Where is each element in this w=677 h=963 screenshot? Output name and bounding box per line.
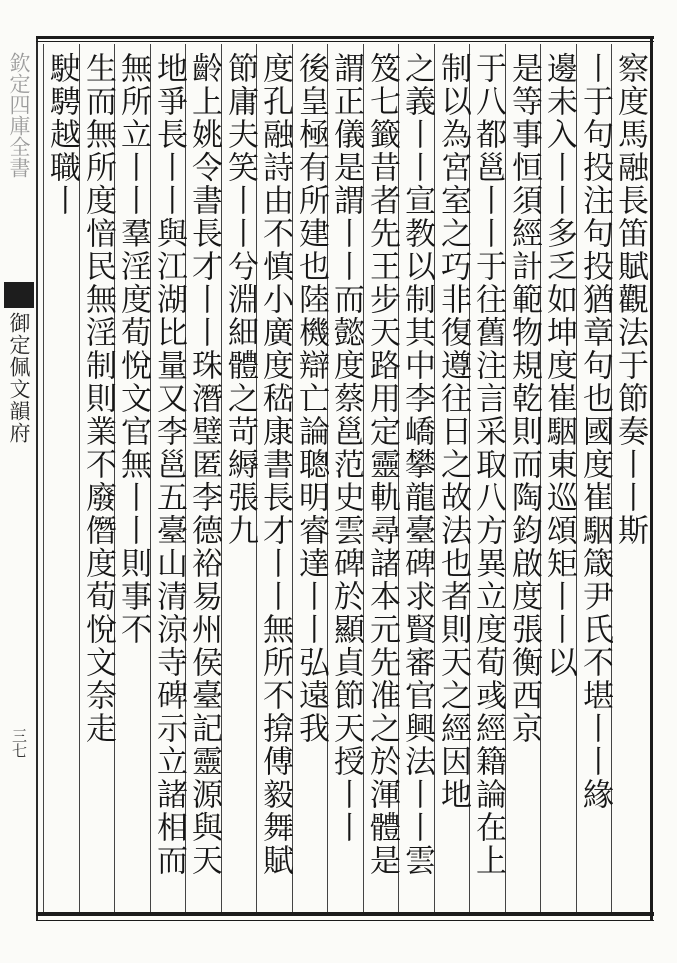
text-column: 生而無所度愔民無淫制則業不廢僭度荀悅文奈走	[80, 52, 116, 745]
page-number: 三七	[10, 728, 28, 758]
left-border-line	[36, 36, 38, 921]
text-column: 節庸夫笑丨丨兮淵細體之苛縟張九	[222, 52, 258, 547]
margin-fish-tail-mark	[4, 282, 34, 308]
text-column: 之義丨丨宣教以制其中李嶠攀龍臺碑求賢審官興法丨丨雲	[399, 52, 435, 877]
top-border-inner	[36, 41, 654, 42]
text-column: 是等事恒須經計範物規乾則而陶鈞啟度張衡西京	[506, 52, 542, 745]
margin-faded-title: 欽定四庫全書	[7, 52, 31, 178]
text-column: 于八都邕丨丨于往舊注言采取八方異立度荀彧經籍論在上	[470, 52, 506, 877]
bottom-border-inner	[36, 920, 654, 921]
column-divider	[43, 44, 44, 912]
text-column: 地爭長丨丨與江湖比量又李邕五臺山清涼寺碑示立諸相而	[151, 52, 187, 877]
top-border	[36, 36, 654, 39]
margin-book-title: 御定佩文韻府	[7, 312, 31, 444]
text-column: 丨于句投注句投猶章句也國度崔駰箴尹氏不堪丨丨緣	[577, 52, 613, 811]
right-border	[650, 36, 653, 921]
text-column: 駛騁越職丨	[44, 52, 80, 217]
text-column: 謂正儀是謂丨丨而懿度蔡邕范史雲碑於顯貞節天授丨丨	[328, 52, 364, 844]
text-column: 制以為宮室之巧非復遵往日之故法也者則天之經因地	[435, 52, 471, 811]
text-column: 後皇極有所建也陸機辯亡論聰明睿達丨丨弘遠我	[293, 52, 329, 745]
text-column: 邊未入丨丨多乏如坤度崔駰東巡頌矩丨丨以	[541, 52, 577, 679]
text-column: 度孔融詩由不慎小廣度嵇康書長才丨丨無所不揜傅毅舞賦	[257, 52, 293, 877]
text-column: 察度馬融長笛賦觀法于節奏丨丨斯	[612, 52, 648, 547]
text-column: 笈七籤昔者先王步天路用定靈軌尋諸本元先准之於渾體是	[364, 52, 400, 877]
bottom-border	[36, 912, 654, 916]
text-column: 齡上姚令書長才丨丨珠潛璧匿李德裕易州侯臺記靈源與天	[186, 52, 222, 877]
text-column: 無所立丨丨羣淫度荀悅文官無丨丨則事不	[115, 52, 151, 646]
